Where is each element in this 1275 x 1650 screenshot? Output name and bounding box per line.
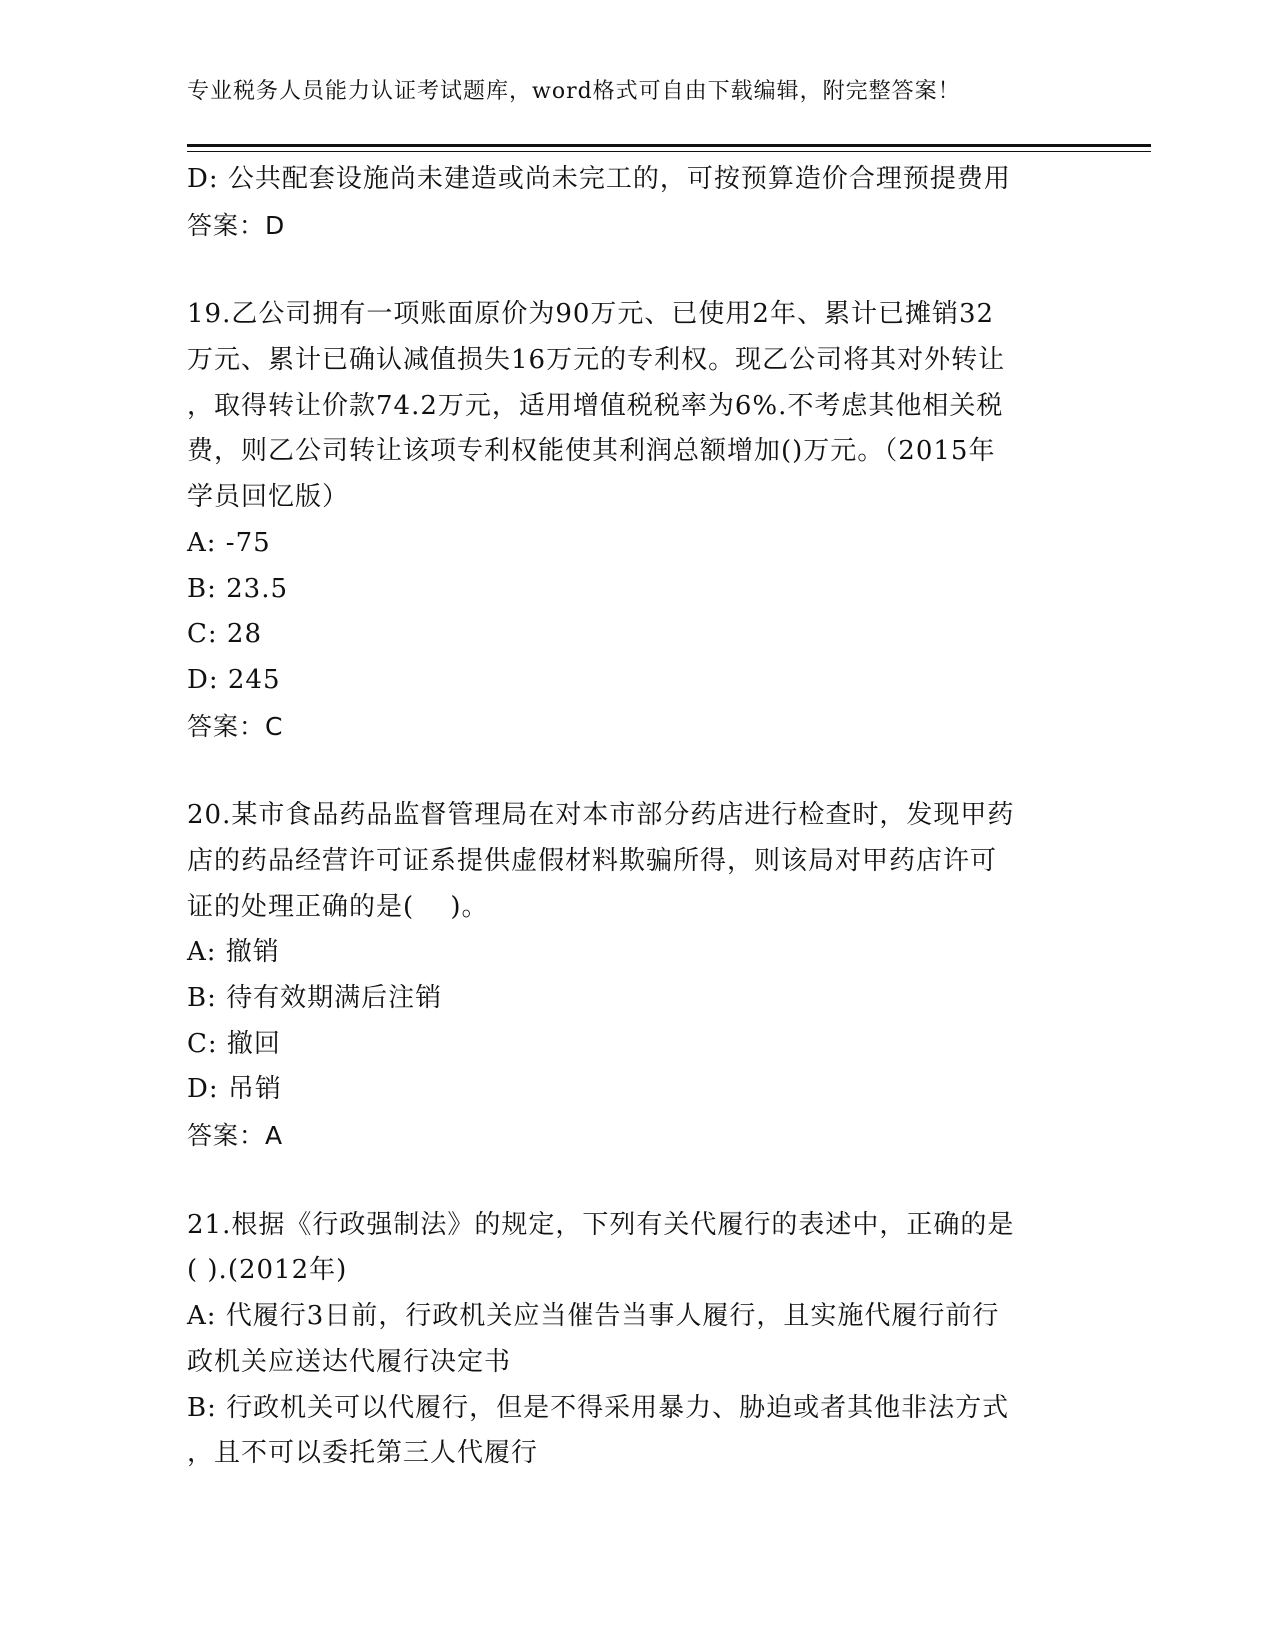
answer: 答案：C — [187, 711, 284, 741]
question-text: 19.乙公司拥有一项账面原价为90万元、已使用2年、累计已摊销32 — [187, 299, 995, 330]
question-text: 店的药品经营许可证系提供虚假材料欺骗所得，则该局对甲药店许可 — [187, 845, 998, 876]
question-text: 费，则乙公司转让该项专利权能使其利润总额增加()万元。（2015年 — [187, 436, 996, 467]
answer: 答案：D — [187, 210, 286, 240]
question-text: ，取得转让价款74.2万元，适用增值税税率为6%.不考虑其他相关税 — [187, 390, 1004, 421]
question-19 — [187, 292, 1067, 749]
question-text: 学员回忆版） — [187, 482, 350, 513]
option-c: C: 撤回 — [187, 1028, 281, 1059]
option-b: B: 23.5 — [187, 573, 289, 604]
answer: 答案：A — [187, 1121, 284, 1151]
option-b-cont: ，且不可以委托第三人代履行 — [187, 1438, 539, 1469]
option-b: B: 待有效期满后注销 — [187, 983, 443, 1013]
question-text: 万元、累计已确认减值损失16万元的专利权。现乙公司将其对外转让 — [187, 345, 1006, 376]
question-21 — [187, 1203, 1067, 1477]
option-a: A: 代履行3日前，行政机关应当催告当事人履行，且实施代履行前行 — [187, 1301, 1000, 1332]
question-text: ( ).(2012年) — [187, 1255, 348, 1286]
option-a: A: -75 — [187, 527, 271, 558]
question-text: 证的处理正确的是( )。 — [187, 891, 489, 922]
page-header: 专业税务人员能力认证考试题库，word格式可自由下载编辑，附完整答案！ — [187, 79, 961, 104]
option-d: D: 245 — [187, 664, 281, 695]
header-rule-thin — [187, 151, 1151, 152]
document-body — [187, 157, 1067, 1477]
question-text: 20.某市食品药品监督管理局在对本市部分药店进行检查时，发现甲药 — [187, 800, 1015, 831]
option-c: C: 28 — [187, 619, 263, 650]
option-b: B: 行政机关可以代履行，但是不得采用暴力、胁迫或者其他非法方式 — [187, 1392, 1010, 1423]
option-a: A: 撤销 — [187, 937, 280, 968]
option-d: D: 公共配套设施尚未建造或尚未完工的，可按预算造价合理预提费用 — [187, 164, 1011, 194]
question-20 — [187, 793, 1067, 1159]
question-text: 21.根据《行政强制法》的规定，下列有关代履行的表述中，正确的是 — [187, 1209, 1015, 1240]
option-d: D: 吊销 — [187, 1074, 282, 1105]
option-a-cont: 政机关应送达代履行决定书 — [187, 1346, 512, 1377]
header-rule-thick — [187, 144, 1151, 147]
